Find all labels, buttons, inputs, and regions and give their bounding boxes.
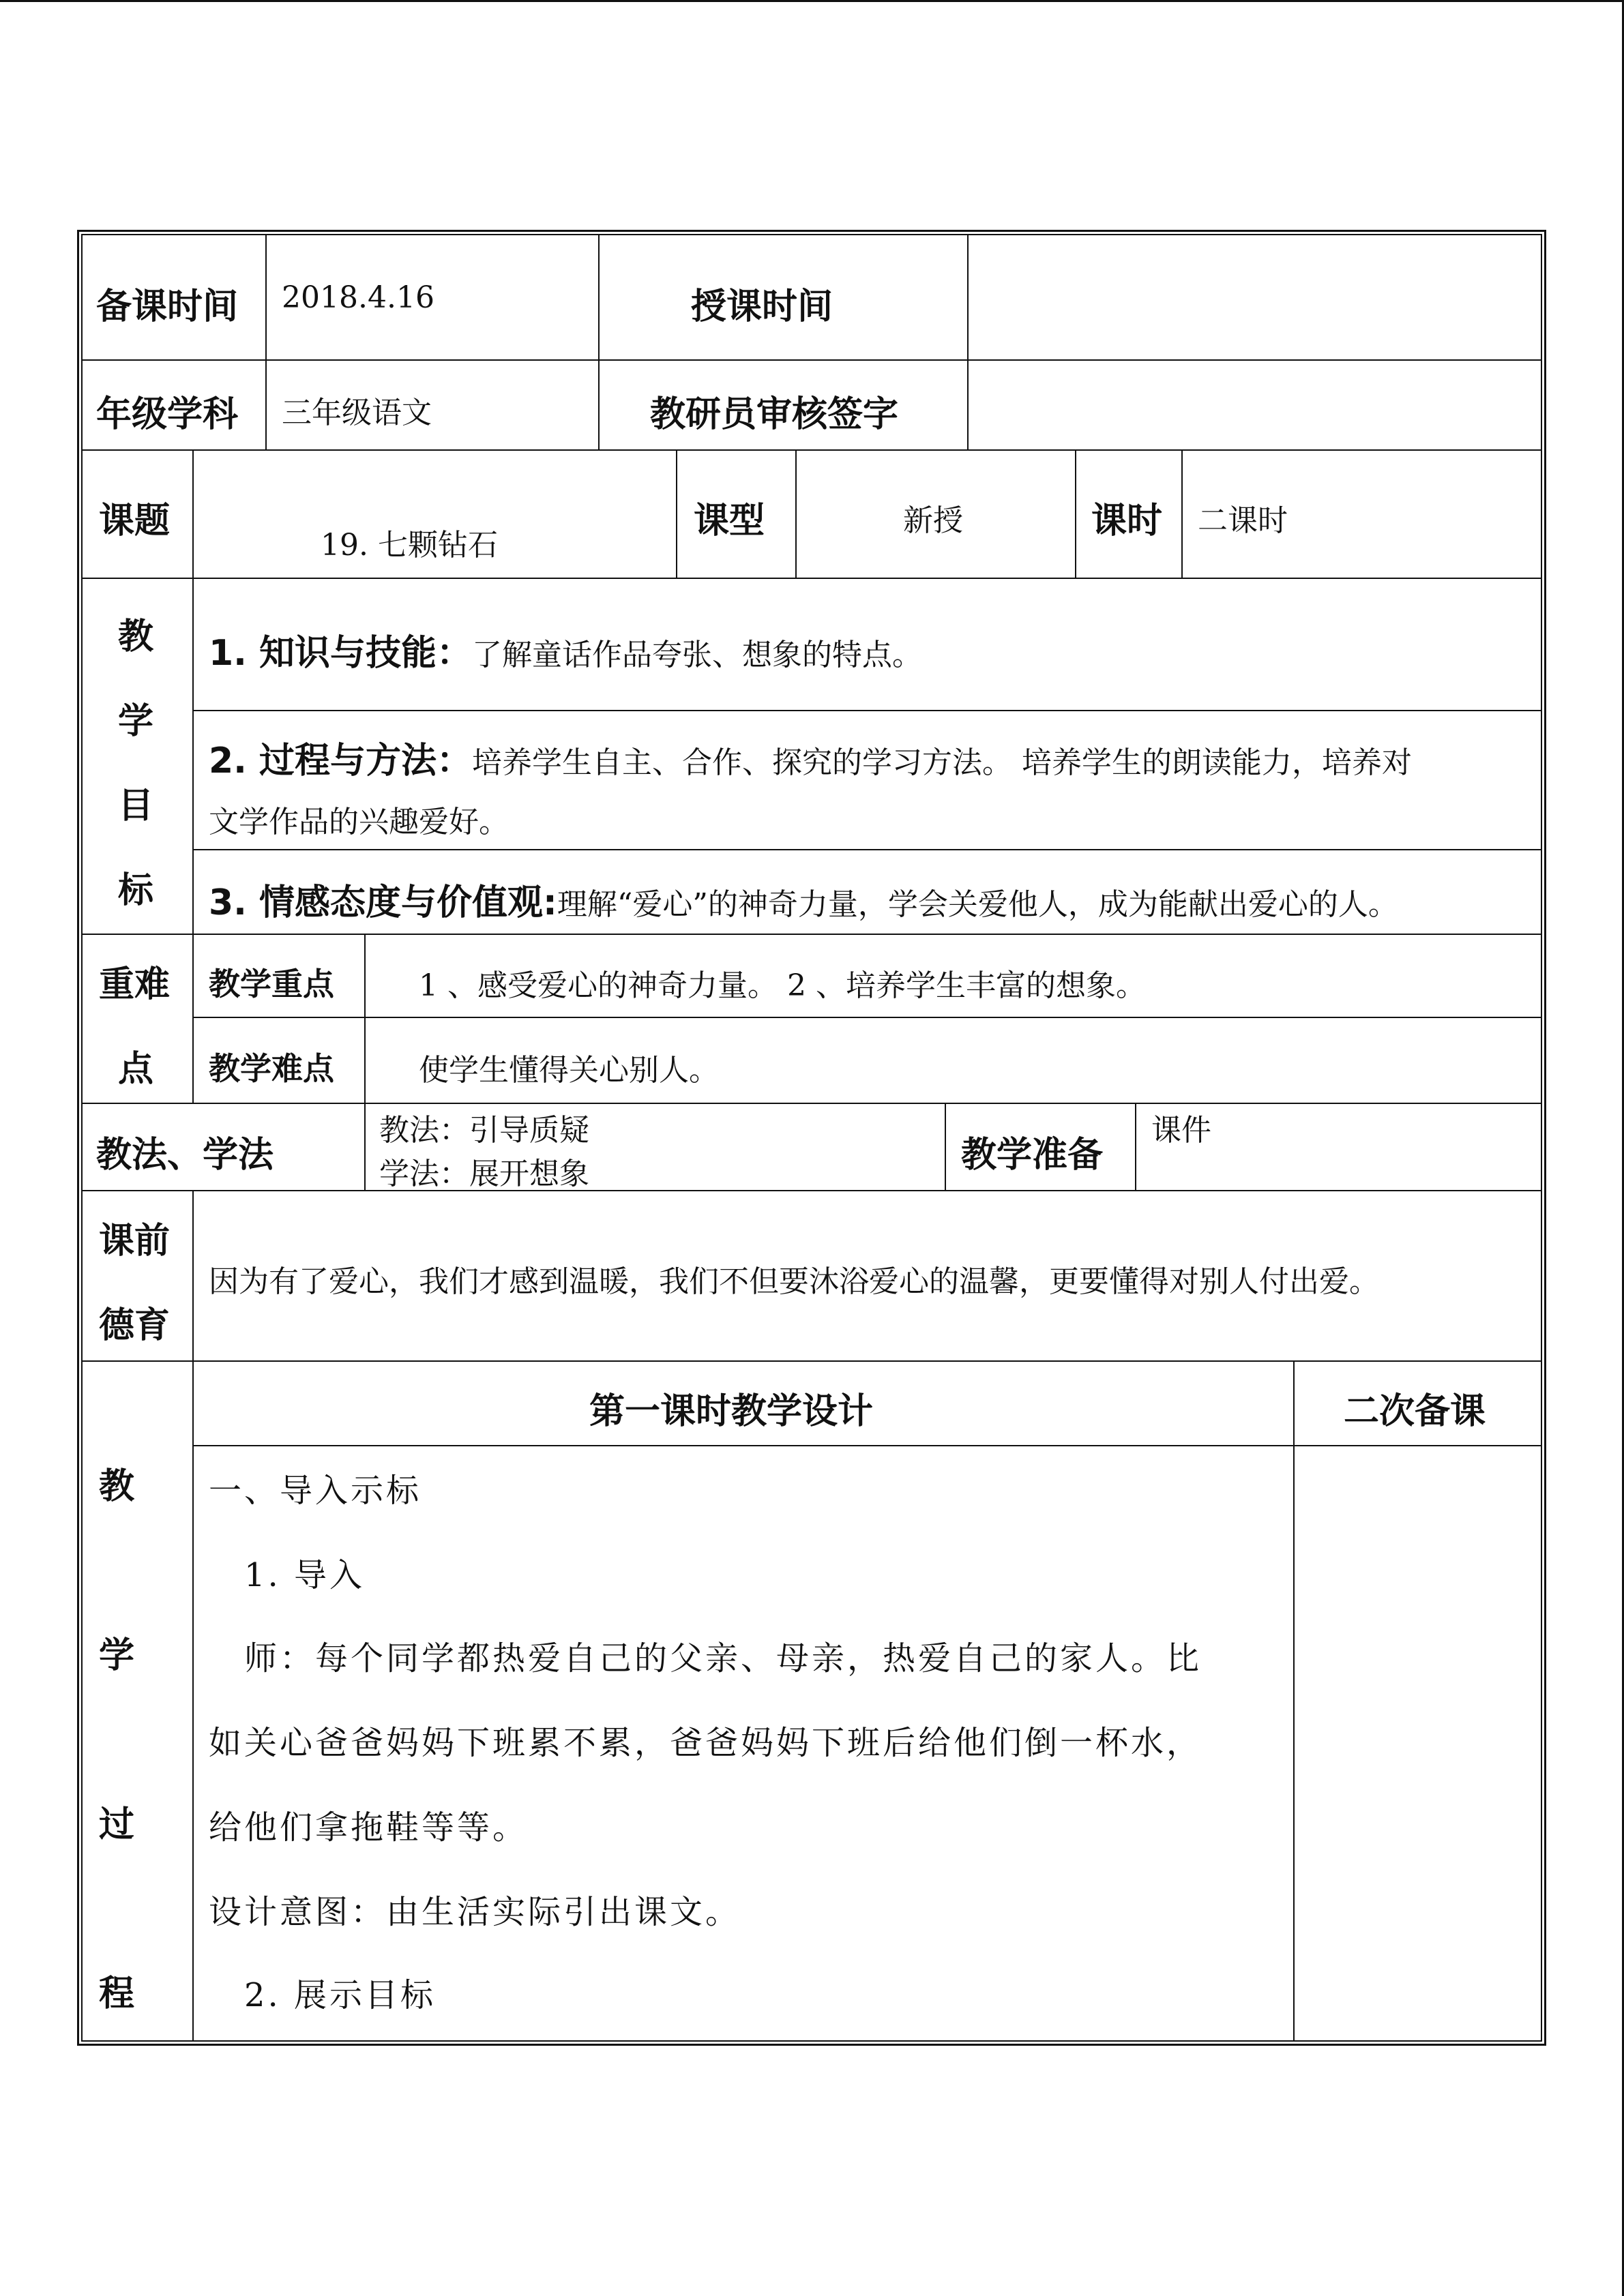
- process-line-2: 1. 导入: [244, 1556, 366, 1594]
- prep-label: 教学准备: [961, 1135, 1104, 1176]
- objective-3: [209, 874, 1398, 925]
- process-label-char-3: 过: [99, 1804, 135, 1845]
- period-value: 二课时: [1198, 503, 1288, 538]
- teach-time-label-cell: [598, 234, 969, 361]
- type-value-cell: [795, 449, 1076, 579]
- process-label-char-4: 程: [99, 1973, 135, 2014]
- objective-2-text: 培养学生自主、合作、探究的学习方法。 培养学生的朗读能力，培养对: [472, 745, 1413, 780]
- objectives-label-cell: [81, 578, 194, 935]
- key-points-label-line2: 点: [118, 1049, 154, 1090]
- review-sign-value-cell: [967, 359, 1542, 451]
- methods-value-cell: [364, 1103, 946, 1191]
- objective-1-cell: [192, 578, 1542, 711]
- focus-label-cell: [192, 934, 366, 1018]
- difficulty-label-cell: [192, 1017, 366, 1104]
- period-label: 课时: [1091, 501, 1163, 541]
- grade-subject-value-cell: [265, 359, 600, 451]
- moral-text-cell: [192, 1190, 1542, 1362]
- teaching-method: 教法：引导质疑: [379, 1113, 589, 1148]
- objectives-label-char-3: 目: [118, 786, 154, 826]
- type-label-cell: [676, 449, 797, 579]
- teach-time-value-cell: [967, 234, 1542, 361]
- objective-2-cell: [192, 710, 1542, 850]
- focus-label: 教学重点: [209, 966, 334, 1002]
- page-top-border: [0, 0, 1624, 2]
- focus-value-cell: [364, 934, 1542, 1018]
- difficulty-label: 教学难点: [209, 1050, 334, 1087]
- topic-label-cell: [81, 449, 194, 579]
- objective-3-text: 理解“爱心”的神奇力量，学会关爱他人，成为能献出爱心的人。: [557, 887, 1398, 922]
- type-label: 课型: [694, 501, 765, 541]
- second-prep-title-cell: [1293, 1360, 1542, 1446]
- grade-subject-label: 年级学科: [96, 394, 239, 435]
- objectives-label-char-1: 教: [118, 616, 154, 657]
- second-prep-content-cell: [1293, 1445, 1542, 2042]
- period-value-cell: [1181, 449, 1542, 579]
- process-label-cell: [81, 1360, 194, 2042]
- process-line-1: 一、导入示标: [209, 1472, 422, 1510]
- moral-label-line2: 德育: [99, 1305, 171, 1346]
- process-label-char-2: 学: [99, 1635, 135, 1676]
- second-prep-title: 二次备课: [1344, 1391, 1486, 1432]
- prep-value: 课件: [1151, 1113, 1211, 1148]
- process-line-6: 设计意图：由生活实际引出课文。: [209, 1893, 741, 1931]
- review-sign-label-cell: [598, 359, 969, 451]
- process-line-4: 如关心爸爸妈妈下班累不累，爸爸妈妈下班后给他们倒一杯水，: [209, 1724, 1202, 1762]
- grade-subject-label-cell: [81, 359, 267, 451]
- topic-value: 19. 七颗钻石: [321, 528, 498, 563]
- objective-1: [209, 624, 922, 675]
- difficulty-value-cell: [364, 1017, 1542, 1104]
- prep-time-value: 2018.4.16: [282, 280, 434, 315]
- objective-3-cell: [192, 849, 1542, 935]
- process-line-5: 给他们拿拖鞋等等。: [209, 1808, 529, 1847]
- period-label-cell: [1075, 449, 1183, 579]
- key-points-label-line1: 重难: [99, 964, 171, 1005]
- objective-1-text: 了解童话作品夸张、想象的特点。: [472, 638, 923, 672]
- methods-label-cell: [81, 1103, 366, 1191]
- process-label-char-1: 教: [99, 1466, 135, 1507]
- focus-value: 1 、感受爱心的神奇力量。 2 、培养学生丰富的想象。: [419, 968, 1146, 1003]
- process-line-3: 师：每个同学都热爱自己的父亲、母亲，热爱自己的家人。比: [244, 1639, 1202, 1678]
- objective-2: [209, 732, 1412, 783]
- key-points-label-cell: [81, 934, 194, 1104]
- review-sign-label: 教研员审核签字: [650, 394, 899, 435]
- teach-time-label: 授课时间: [691, 286, 833, 327]
- prep-time-label: 备课时间: [96, 286, 239, 327]
- difficulty-value: 使学生懂得关心别人。: [419, 1053, 719, 1088]
- topic-label: 课题: [99, 501, 171, 541]
- objectives-label-char-2: 学: [118, 701, 154, 742]
- grade-subject-value: 三年级语文: [282, 396, 432, 430]
- objective-2-text-line2: 文学作品的兴趣爱好。: [209, 805, 509, 839]
- prep-label-cell: [945, 1103, 1136, 1191]
- process-line-7: 2. 展示目标: [244, 1976, 437, 2014]
- lesson-plan-table: [81, 234, 1542, 2042]
- objective-2-title: 2. 过程与方法：: [209, 741, 473, 781]
- design-title-cell: [192, 1360, 1295, 1446]
- moral-text: 因为有了爱心，我们才感到温暖，我们不但要沐浴爱心的温馨，更要懂得对别人付出爱。: [209, 1264, 1379, 1299]
- learning-method: 学法：展开想象: [379, 1157, 589, 1191]
- moral-label-cell: [81, 1190, 194, 1362]
- objectives-label-char-4: 标: [118, 870, 154, 911]
- prep-value-cell: [1135, 1103, 1542, 1191]
- moral-label-line1: 课前: [99, 1221, 171, 1262]
- topic-value-cell: [192, 449, 677, 579]
- methods-label: 教法、学法: [96, 1135, 274, 1176]
- prep-time-label-cell: [81, 234, 267, 361]
- objective-1-title: 1. 知识与技能：: [209, 633, 473, 674]
- objective-3-title: 3. 情感态度与价值观:: [209, 882, 557, 923]
- design-content-cell: [192, 1445, 1295, 2042]
- type-value: 新授: [903, 503, 963, 538]
- prep-time-value-cell: [265, 234, 600, 361]
- design-title: 第一课时教学设计: [589, 1391, 874, 1432]
